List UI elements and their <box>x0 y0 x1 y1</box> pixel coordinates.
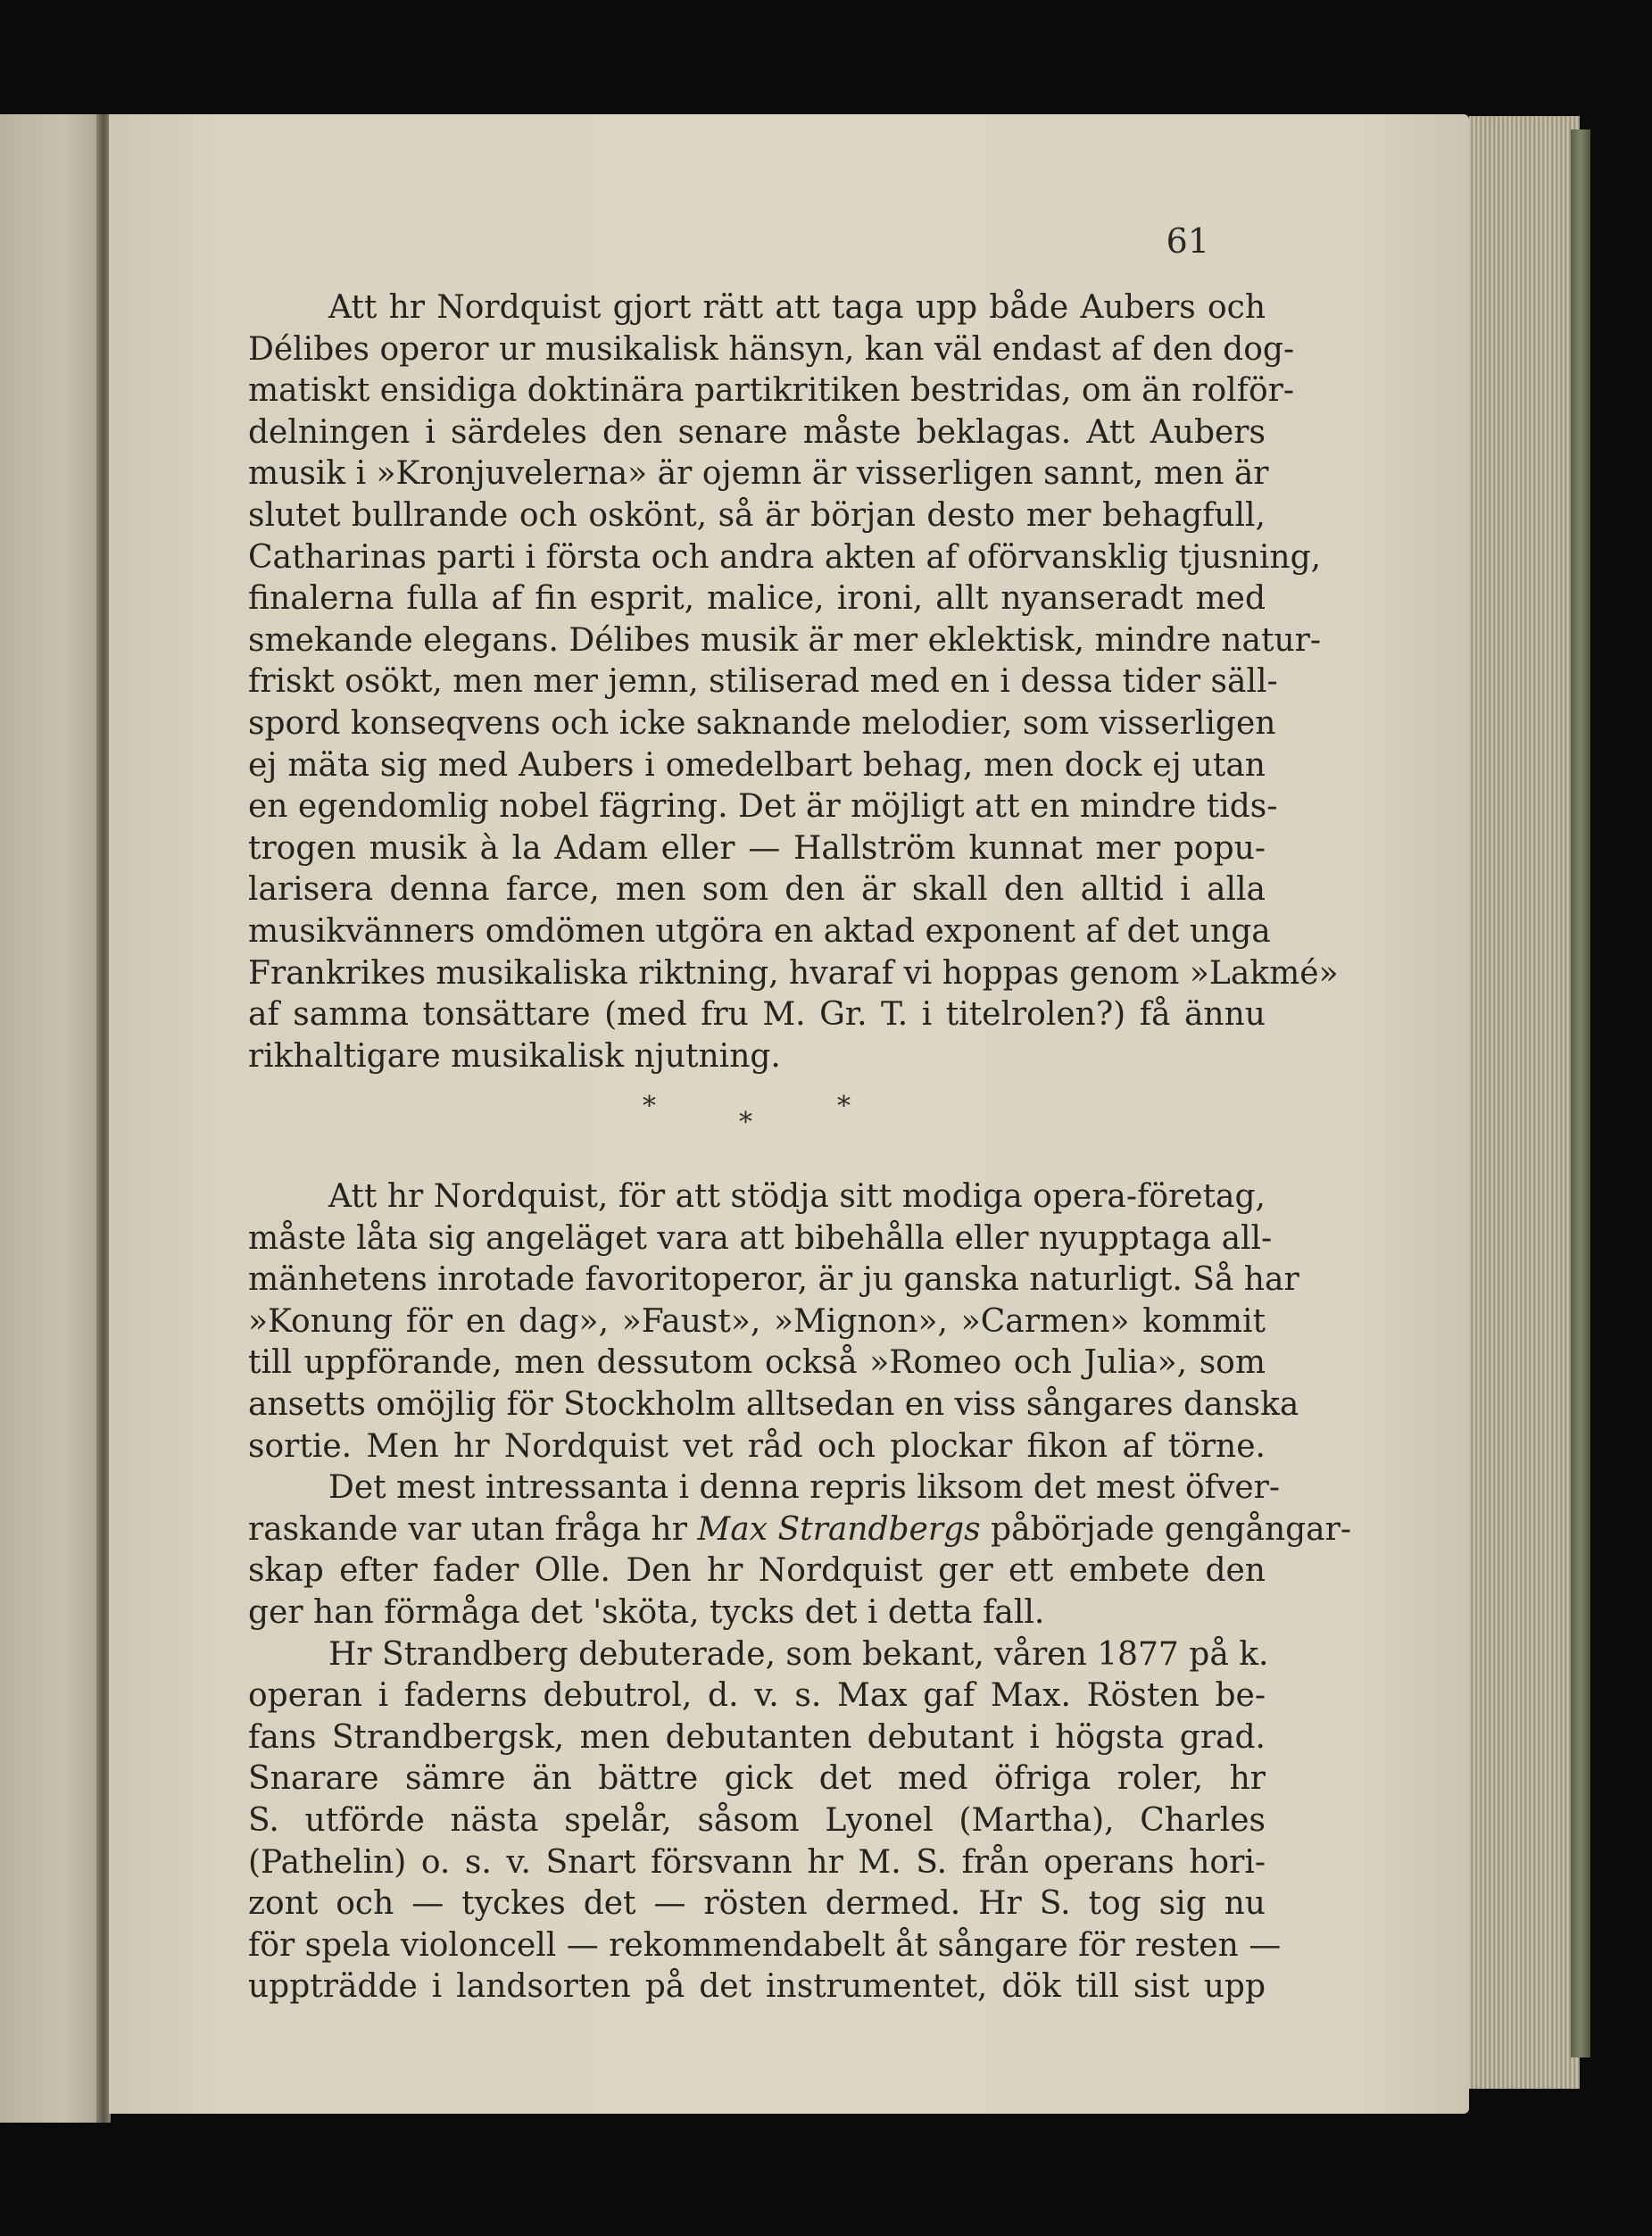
text-line: mänhetens inrotade favoritoperor, är ju ganska naturligt. Så har <box>248 1261 1299 1299</box>
text-line: larisera denna farce, men som den är skall den alltid i alla <box>248 871 1266 909</box>
text-line: sortie. Men hr Nordquist vet råd och plockar fikon af törne. <box>248 1427 1266 1465</box>
text-line: måste låta sig angeläget vara att bibehålla eller nyupptaga all- <box>248 1219 1273 1257</box>
page-number: 61 <box>1166 221 1209 261</box>
paragraph-3 <box>248 1467 1352 1633</box>
paragraph-2 <box>248 1176 1299 1467</box>
text-line: ansetts omöjlig för Stockholm alltsedan en viss sångares danska <box>248 1385 1299 1423</box>
text-line: matiskt ensidiga doktinära partikritiken bestridas, om än rolför- <box>248 372 1295 410</box>
text-line: af samma tonsättare (med fru M. Gr. T. i titelrolen?) få ännu <box>248 996 1266 1034</box>
text-line: smekande elegans. Délibes musik är mer eklektisk, mindre natur- <box>248 621 1322 659</box>
text-line: trogen musik à la Adam eller — Hallström kunnat mer popu- <box>248 829 1266 867</box>
text-line: finalerna fulla af fin esprit, malice, ironi, allt nyanseradt med <box>248 580 1266 618</box>
left-page-edge <box>0 114 107 2123</box>
italic-name: Max Strandbergs <box>697 1510 981 1548</box>
text-line: ger han förmåga det 'sköta, tycks det i detta fall. <box>248 1593 1045 1631</box>
text-line: rikhaltigare musikalisk njutning. <box>248 1037 781 1075</box>
text-line: en egendomlig nobel fägring. Det är möjligt att en mindre tids- <box>248 788 1278 826</box>
text-line: Att hr Nordquist, för att stödja sitt modiga opera-företag, <box>328 1178 1266 1215</box>
text-line: Att hr Nordquist gjort rätt att taga upp både Aubers och <box>328 289 1266 326</box>
text-line: musik i »Kronjuvelerna» är ojemn är visserligen sannt, men är <box>248 455 1269 493</box>
text-line: Frankrikes musikaliska riktning, hvaraf vi hoppas genom »Lakmé» <box>248 954 1339 992</box>
text-block-lower <box>248 1176 1352 2008</box>
text-fragment: raskande var utan fråga hr <box>248 1510 687 1548</box>
paragraph-4 <box>248 1634 1282 2008</box>
section-separator <box>643 1091 857 1144</box>
separator-asterisk: * <box>643 1091 656 1122</box>
text-line: till uppförande, men dessutom också »Romeo och Julia», som <box>248 1344 1266 1382</box>
text-line: (Pathelin) o. s. v. Snart försvann hr M. S. från operans hori- <box>248 1843 1266 1881</box>
text-line: Snarare sämre än bättre gick det med öfriga roler, hr <box>248 1760 1266 1798</box>
text-line: skap efter fader Olle. Den hr Nordquist ger ett embete den <box>248 1552 1266 1590</box>
text-line: »Konung för en dag», »Faust», »Mignon», »Carmen» kommit <box>248 1302 1266 1340</box>
page-stack-edge <box>1469 116 1580 2089</box>
separator-asterisk: * <box>837 1091 851 1122</box>
text-line: musikvänners omdömen utgöra en aktad exponent af det unga <box>248 912 1271 950</box>
text-line: Délibes operor ur musikalisk hänsyn, kan väl endast af den dog- <box>248 330 1295 368</box>
text-line: S. utförde nästa spelår, såsom Lyonel (Martha), Charles <box>248 1801 1266 1839</box>
text-line: Catharinas parti i första och andra akten af oförvansklig tjusning, <box>248 538 1322 576</box>
separator-asterisk: * <box>739 1107 752 1138</box>
text-line: slutet bullrande och oskönt, så är början desto mer behagfull, <box>248 496 1266 534</box>
text-line: för spela violoncell — rekommendabelt åt sångare för resten — <box>248 1926 1282 1964</box>
text-line: fans Strandbergsk, men debutanten debutant i högsta grad. <box>248 1718 1266 1756</box>
text-line: Hr Strandberg debuterade, som bekant, våren 1877 på k. <box>328 1635 1269 1673</box>
paragraph-1 <box>248 287 1339 1077</box>
text-line: zont och — tyckes det — rösten dermed. Hr S. tog sig nu <box>248 1885 1266 1923</box>
text-line-with-italic <box>248 1509 1352 1551</box>
book-cover-edge <box>1571 129 1590 2057</box>
text-line: Det mest intressanta i denna repris liksom det mest öfver- <box>328 1469 1281 1507</box>
text-line: delningen i särdeles den senare måste beklagas. Att Aubers <box>248 413 1266 451</box>
text-line: operan i faderns debutrol, d. v. s. Max gaf Max. Rösten be- <box>248 1677 1266 1715</box>
text-line: uppträdde i landsorten på det instrumentet, dök till sist upp <box>248 1968 1266 2006</box>
text-line: ej mäta sig med Aubers i omedelbart behag, men dock ej utan <box>248 746 1266 784</box>
text-line: spord konseqvens och icke saknande melodier, som visserligen <box>248 704 1276 742</box>
text-line: friskt osökt, men mer jemn, stiliserad med en i dessa tider säll- <box>248 663 1278 701</box>
text-block-upper <box>248 287 1339 1077</box>
text-fragment: påbörjade gengångar- <box>991 1510 1352 1548</box>
